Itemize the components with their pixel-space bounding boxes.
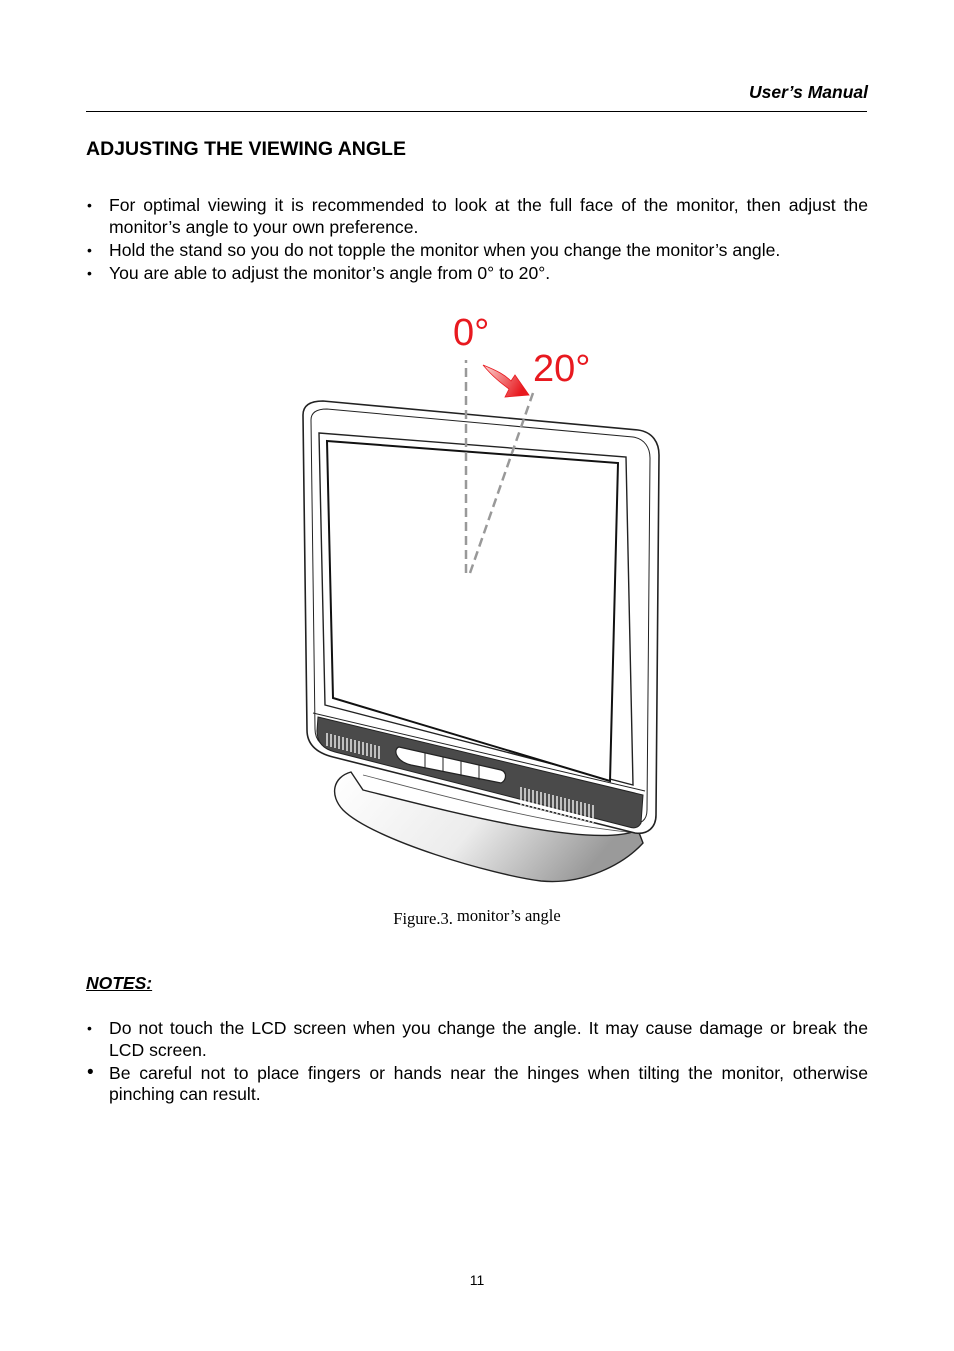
caption-text: monitor’s angle (456, 906, 561, 925)
angle-label-0: 0° (453, 312, 490, 354)
monitor-angle-figure (293, 305, 661, 885)
caption-prefix: Figure.3. (393, 909, 453, 928)
page-number: 11 (469, 1272, 485, 1288)
list-item: • You are able to adjust the monitor’s angle from 0° to 20°. (87, 262, 551, 283)
figure-caption (0, 906, 954, 926)
instruction-list (86, 195, 868, 286)
notes-list (86, 1018, 868, 1107)
list-item: • Do not touch the LCD screen when you change the angle. It may cause damage or break the LCD screen. (87, 1018, 868, 1060)
list-item: • Be careful not to place fingers or hands near the hinges when tilting the monitor, otherwise pinching can result. (87, 1061, 868, 1104)
bullet-icon: • (87, 1061, 94, 1083)
notes-heading: NOTES: (86, 973, 153, 993)
section-title: ADJUSTING THE VIEWING ANGLE (86, 138, 406, 160)
bullet-icon: • (87, 264, 92, 281)
tilt-arrow-icon (483, 365, 529, 397)
running-header: User’s Manual (749, 82, 868, 102)
monitor-body (303, 401, 659, 833)
list-item: • For optimal viewing it is recommended to look at the full face of the monitor, then adjust the monitor’s angle to your own preference. (87, 195, 868, 237)
angle-label-20: 20° (533, 348, 591, 390)
bullet-icon: • (87, 241, 92, 258)
list-item: • Hold the stand so you do not topple the monitor when you change the monitor’s angle. (87, 239, 781, 260)
bullet-icon: • (87, 1020, 92, 1036)
bullet-icon: • (87, 197, 92, 213)
header-rule (86, 111, 867, 112)
